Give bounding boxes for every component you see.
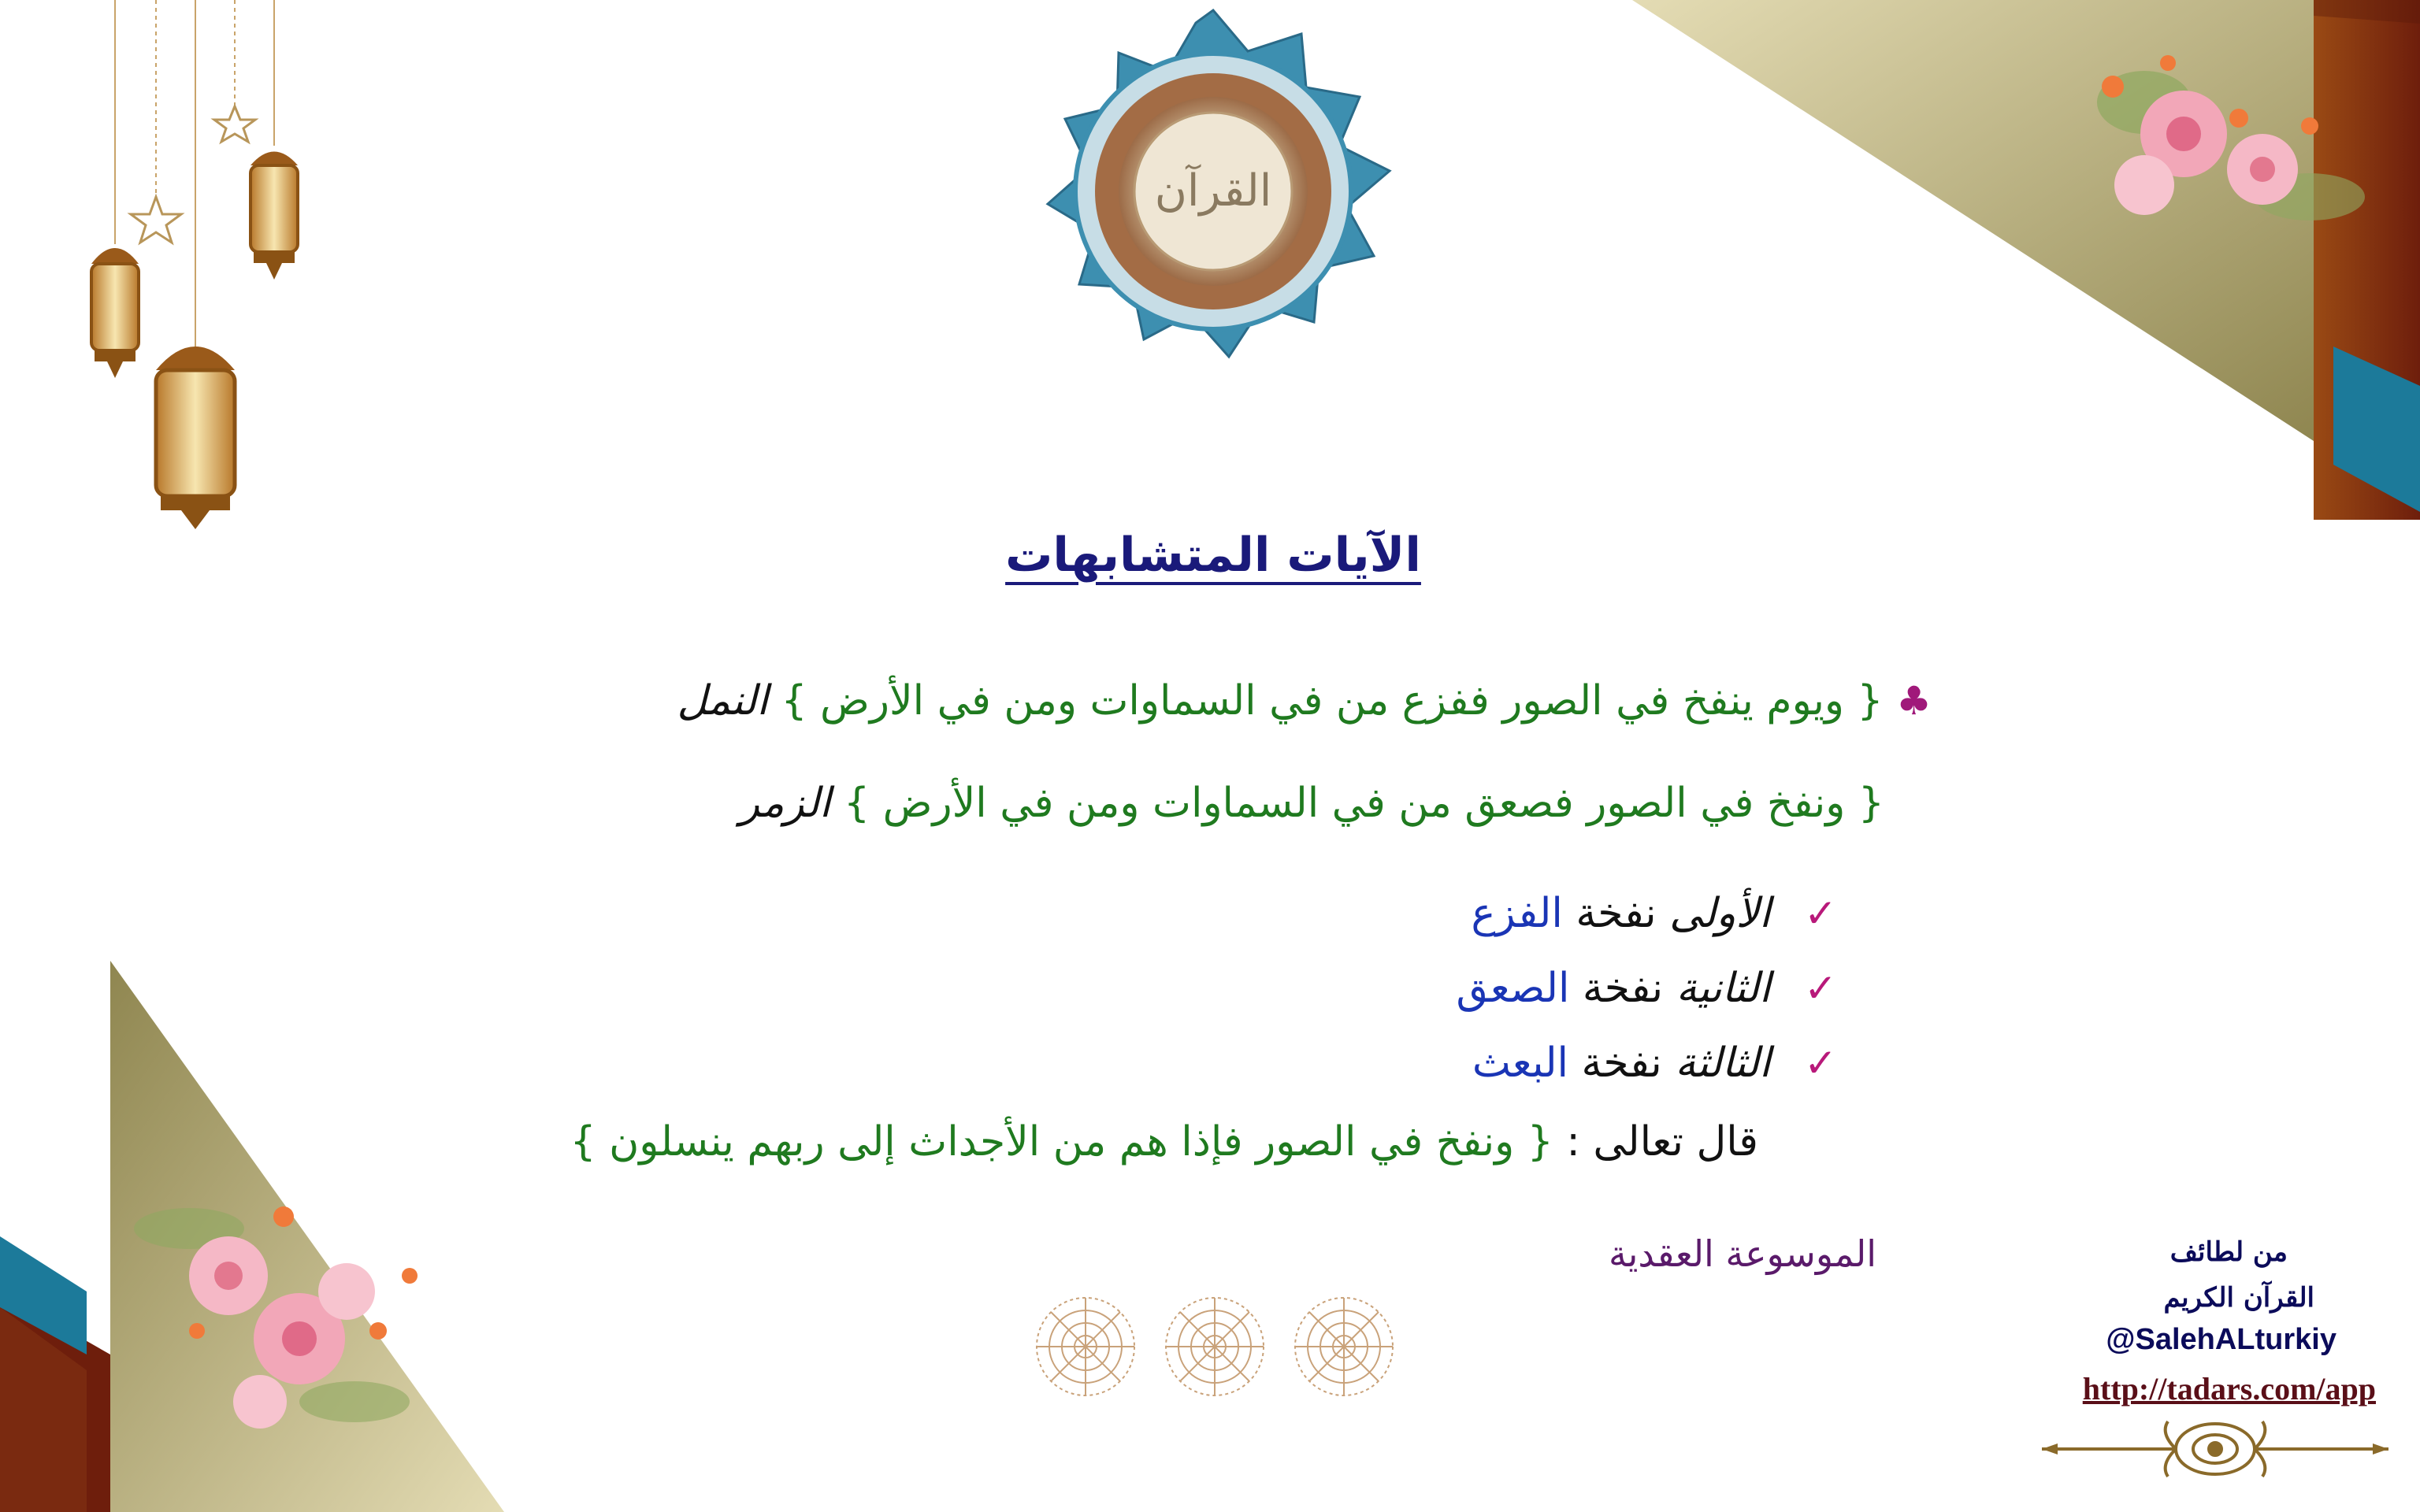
rosette-icon: [1030, 1292, 1141, 1402]
credit-url-link[interactable]: http://tadars.com/app: [2082, 1371, 2376, 1406]
check-icon: ✓: [1804, 1040, 1837, 1086]
credit-line-1: من لطائف: [2169, 1236, 2288, 1268]
blow-type: الصعق: [1456, 965, 1570, 1012]
blow-label: نفخة: [1576, 890, 1657, 937]
verse-line-3: [570, 1118, 1758, 1166]
quran-medallion-icon: [1024, 6, 1402, 376]
surah-name: الزمر: [739, 780, 831, 827]
check-icon: ✓: [1804, 965, 1837, 1011]
star-icon: [131, 197, 181, 243]
check-item: [1472, 1040, 1837, 1087]
lantern-icon: [251, 152, 298, 280]
verse-text: { ويوم ينفخ في الصور ففزع من في السماوات ومن في الأرض }: [781, 677, 1884, 724]
page-title: الآيات المتشابهات: [1005, 528, 1421, 583]
verse-intro: قال تعالى :: [1566, 1118, 1758, 1166]
blow-type: البعث: [1472, 1040, 1569, 1087]
ordinal-label: الأولى: [1669, 890, 1771, 937]
ordinal-label: الثالثة: [1675, 1040, 1771, 1087]
svg-text:القرآن: القرآن: [1154, 165, 1272, 217]
ornament-icon: [2034, 1414, 2396, 1484]
surah-name: النمل: [677, 677, 768, 724]
check-icon: ✓: [1804, 891, 1837, 936]
corner-decoration-bottom-left: [0, 961, 504, 1512]
corner-decoration-top-right: [1632, 0, 2420, 520]
blow-label: نفخة: [1581, 1040, 1662, 1087]
ordinal-label: الثانية: [1676, 965, 1771, 1012]
blow-type: الفزع: [1471, 890, 1563, 937]
credit-handle: @SalehALturkiy: [2106, 1323, 2336, 1356]
verse-line-1: [677, 677, 1932, 724]
check-item: [1472, 890, 1837, 937]
rosette-icon: [1289, 1292, 1399, 1402]
lantern-icon: [156, 346, 235, 529]
club-bullet-icon: ♣: [1896, 678, 1932, 724]
verse-line-2: [740, 780, 1884, 827]
blow-label: نفخة: [1582, 965, 1664, 1012]
source-label: الموسوعة العقدية: [1608, 1232, 1876, 1275]
lantern-icon: [91, 248, 139, 378]
verse-text: { ونفخ في الصور فصعق من في السماوات ومن في الأرض }: [844, 780, 1884, 827]
lanterns-decoration: [63, 0, 347, 536]
rosette-icon: [1160, 1292, 1270, 1402]
verse-text: { ونفخ في الصور فإذا هم من الأجداث إلى ربهم ينسلون }: [570, 1118, 1553, 1166]
check-item: [1457, 965, 1837, 1012]
star-icon: [214, 106, 255, 142]
credit-line-2: القرآن الكريم: [2163, 1282, 2314, 1314]
